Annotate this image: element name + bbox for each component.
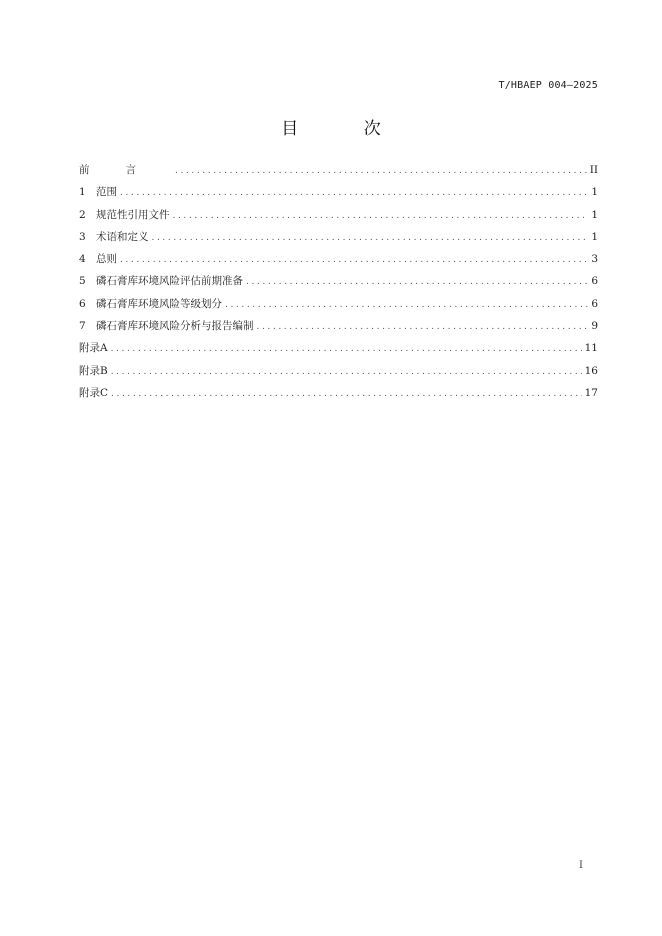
toc-entry-number: 5 bbox=[79, 275, 86, 288]
toc-entry-page: 1 bbox=[591, 186, 598, 199]
toc-entry-label: 规范性引用文件 bbox=[96, 208, 170, 221]
toc-leader-dots bbox=[175, 166, 587, 176]
toc-entry-normative-references[interactable] bbox=[79, 207, 598, 229]
toc-entry-label: 磷石膏库环境风险等级划分 bbox=[96, 297, 222, 310]
toc-leader-dots bbox=[152, 233, 589, 243]
toc-entry-label: 磷石膏库环境风险评估前期准备 bbox=[96, 275, 243, 288]
toc-entry-page: 9 bbox=[591, 320, 598, 333]
toc-entry-label: 附录C bbox=[79, 386, 109, 399]
toc-entry-foreword[interactable] bbox=[79, 162, 598, 184]
toc-entry-page: 17 bbox=[584, 386, 598, 399]
toc-entry-appendix-c[interactable] bbox=[79, 385, 598, 407]
toc-entry-page: 11 bbox=[584, 342, 598, 355]
toc-entry-terms-definitions[interactable] bbox=[79, 229, 598, 251]
toc-leader-dots bbox=[111, 389, 582, 399]
toc-entry-preparation[interactable] bbox=[79, 273, 598, 295]
document-code: T/HBAEP 004—2025 bbox=[498, 80, 598, 91]
toc-entry-label: 术语和定义 bbox=[96, 230, 149, 243]
toc-entry-scope[interactable] bbox=[79, 184, 598, 206]
toc-entry-label: 附录A bbox=[79, 342, 108, 355]
toc-leader-dots bbox=[111, 367, 582, 377]
toc-leader-dots bbox=[120, 188, 588, 198]
toc-entry-risk-analysis-report[interactable] bbox=[79, 318, 598, 340]
toc-leader-dots bbox=[257, 322, 589, 332]
toc-entry-appendix-b[interactable] bbox=[79, 363, 598, 385]
toc-entry-page: 16 bbox=[584, 364, 598, 377]
toc-entry-general[interactable] bbox=[79, 251, 598, 273]
toc-entry-appendix-a[interactable] bbox=[79, 340, 598, 362]
toc-entry-label: 前言 bbox=[79, 164, 172, 176]
toc-entry-risk-grading[interactable] bbox=[79, 296, 598, 318]
toc-entry-number: 2 bbox=[79, 208, 86, 221]
toc-entry-number: 6 bbox=[79, 297, 86, 310]
toc-leader-dots bbox=[173, 211, 589, 221]
toc-leader-dots bbox=[246, 277, 588, 287]
toc-entry-label: 磷石膏库环境风险分析与报告编制 bbox=[96, 320, 254, 333]
toc-entry-number: 4 bbox=[79, 253, 86, 266]
toc-entry-number: 3 bbox=[79, 230, 86, 243]
toc-leader-dots bbox=[225, 300, 588, 310]
toc-leader-dots bbox=[111, 344, 582, 354]
toc-entry-page: 1 bbox=[591, 208, 598, 221]
toc-entry-page: 6 bbox=[591, 275, 598, 288]
toc-entry-number: 1 bbox=[79, 186, 86, 199]
toc-entry-page: 6 bbox=[591, 297, 598, 310]
toc-entry-page: II bbox=[589, 164, 598, 176]
toc-entry-label: 附录B bbox=[79, 364, 108, 377]
toc-entry-page: 1 bbox=[591, 230, 598, 243]
toc-entry-label: 总则 bbox=[96, 253, 117, 266]
toc-entry-label: 范围 bbox=[96, 186, 117, 199]
table-of-contents bbox=[79, 162, 598, 407]
toc-leader-dots bbox=[120, 255, 588, 265]
page-number: I bbox=[579, 860, 583, 871]
toc-entry-number: 7 bbox=[79, 320, 86, 333]
page-title: 目 次 bbox=[281, 119, 411, 139]
toc-entry-page: 3 bbox=[591, 253, 598, 266]
